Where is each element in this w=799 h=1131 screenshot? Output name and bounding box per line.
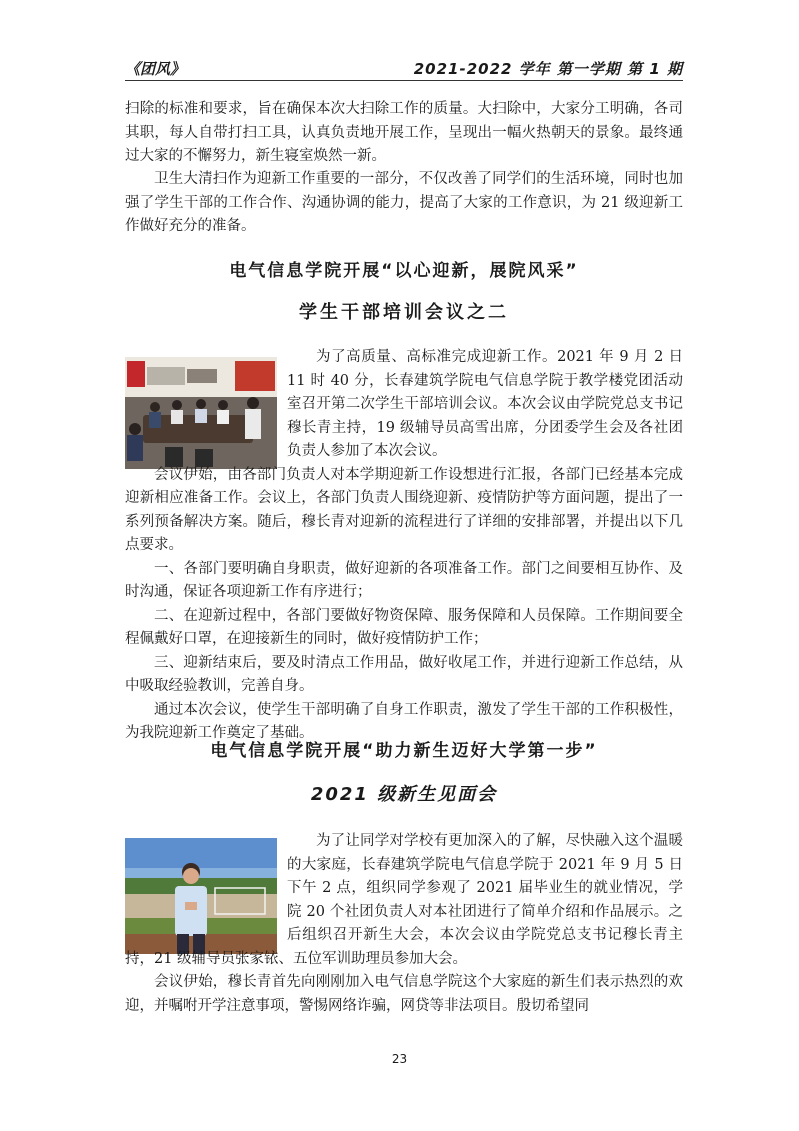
article1-paragraph: 为了高质量、高标准完成迎新工作。2021 年 9 月 2 日 11 时 40 分，长春建筑学院电气信息学院于教学楼党团活动室召开第二次学生干部培训会议。本次会议由学院党总支书记穆长青主持，19 级辅导员高雪出席，分团委学生会及各社团负责人参加了本次会议。	[287, 349, 683, 459]
article1-paragraph: 三、迎新结束后，要及时清点工作用品，做好收尾工作，并进行迎新工作总结，从中吸取经验教训，完善自身。	[125, 654, 683, 694]
page-header	[125, 50, 683, 81]
article1-body	[125, 346, 683, 746]
issue-info: 2021-2022 学年 第一学期 第 1 期	[413, 60, 683, 78]
intro-paragraph-1: 扫除的标准和要求，旨在确保本次大扫除工作的质量。大扫除中，大家分工明确，各司其职，每人自带打扫工具，认真负责地开展工作，呈现出一幅火热朝天的景象。最终通过大家的不懈努力，新生寝室焕然一新。	[125, 101, 683, 164]
page-number: 23	[391, 1052, 408, 1066]
article2-body	[125, 830, 683, 1018]
journal-name: 《团风》	[125, 60, 186, 78]
article1-paragraph: 一、各部门要明确自身职责，做好迎新的各项准备工作。部门之间要相互协作、及时沟通，保证各项迎新工作有序进行；	[125, 560, 683, 600]
article1-paragraph: 二、在迎新过程中，各部门要做好物资保障、服务保障和人员保障。工作期间要全程佩戴好口罩，在迎接新生的同时，做好疫情防护工作；	[125, 607, 683, 647]
article1-paragraph: 会议伊始，由各部门负责人对本学期迎新工作设想进行汇报，各部门已经基本完成迎新相应准备工作。会议上，各部门负责人围绕迎新、疫情防护等方面问题，提出了一系列预备解决方案。随后，穆长青对迎新的流程进行了详细的安排部署，并提出以下几点要求。	[125, 466, 683, 553]
article1-title: 电气信息学院开展“以心迎新，展院风采”	[229, 261, 579, 281]
article1-paragraph: 通过本次会议，使学生干部明确了自身工作职责，激发了学生干部的工作积极性，为我院迎新工作奠定了基础。	[125, 701, 683, 741]
article1-subtitle: 学生干部培训会议之二	[299, 302, 509, 323]
article2-paragraph: 会议伊始，穆长青首先向刚刚加入电气信息学院这个大家庭的新生们表示热烈的欢迎，并嘱咐开学注意事项，警惕网络诈骗，网贷等非法项目。殷切希望同	[125, 974, 683, 1014]
article2-paragraph: 为了让同学对学校有更加深入的了解，尽快融入这个温暖的大家庭，长春建筑学院电气信息学院于 2021 年 9 月 5 日下午 2 点，组织同学参观了 2021 届毕业生的就业情况，学院 20 个社团负责人对本社团进行了简单介绍和作品展示。之后组织召开新生大会，本次会议由学院党总支书记穆长青主持，21 级辅导员张家铱、五位军训助理员参加大会。	[125, 833, 683, 967]
intro-paragraph-2: 卫生大清扫作为迎新工作重要的一部分，不仅改善了同学们的生活环境，同时也加强了学生干部的工作合作、沟通协调的能力，提高了大家的工作意识，为 21 级迎新工作做好充分的准备。	[125, 171, 683, 234]
article2-title: 电气信息学院开展“助力新生迈好大学第一步”	[210, 741, 598, 761]
article2-subtitle: 2021 级新生见面会	[310, 784, 498, 805]
